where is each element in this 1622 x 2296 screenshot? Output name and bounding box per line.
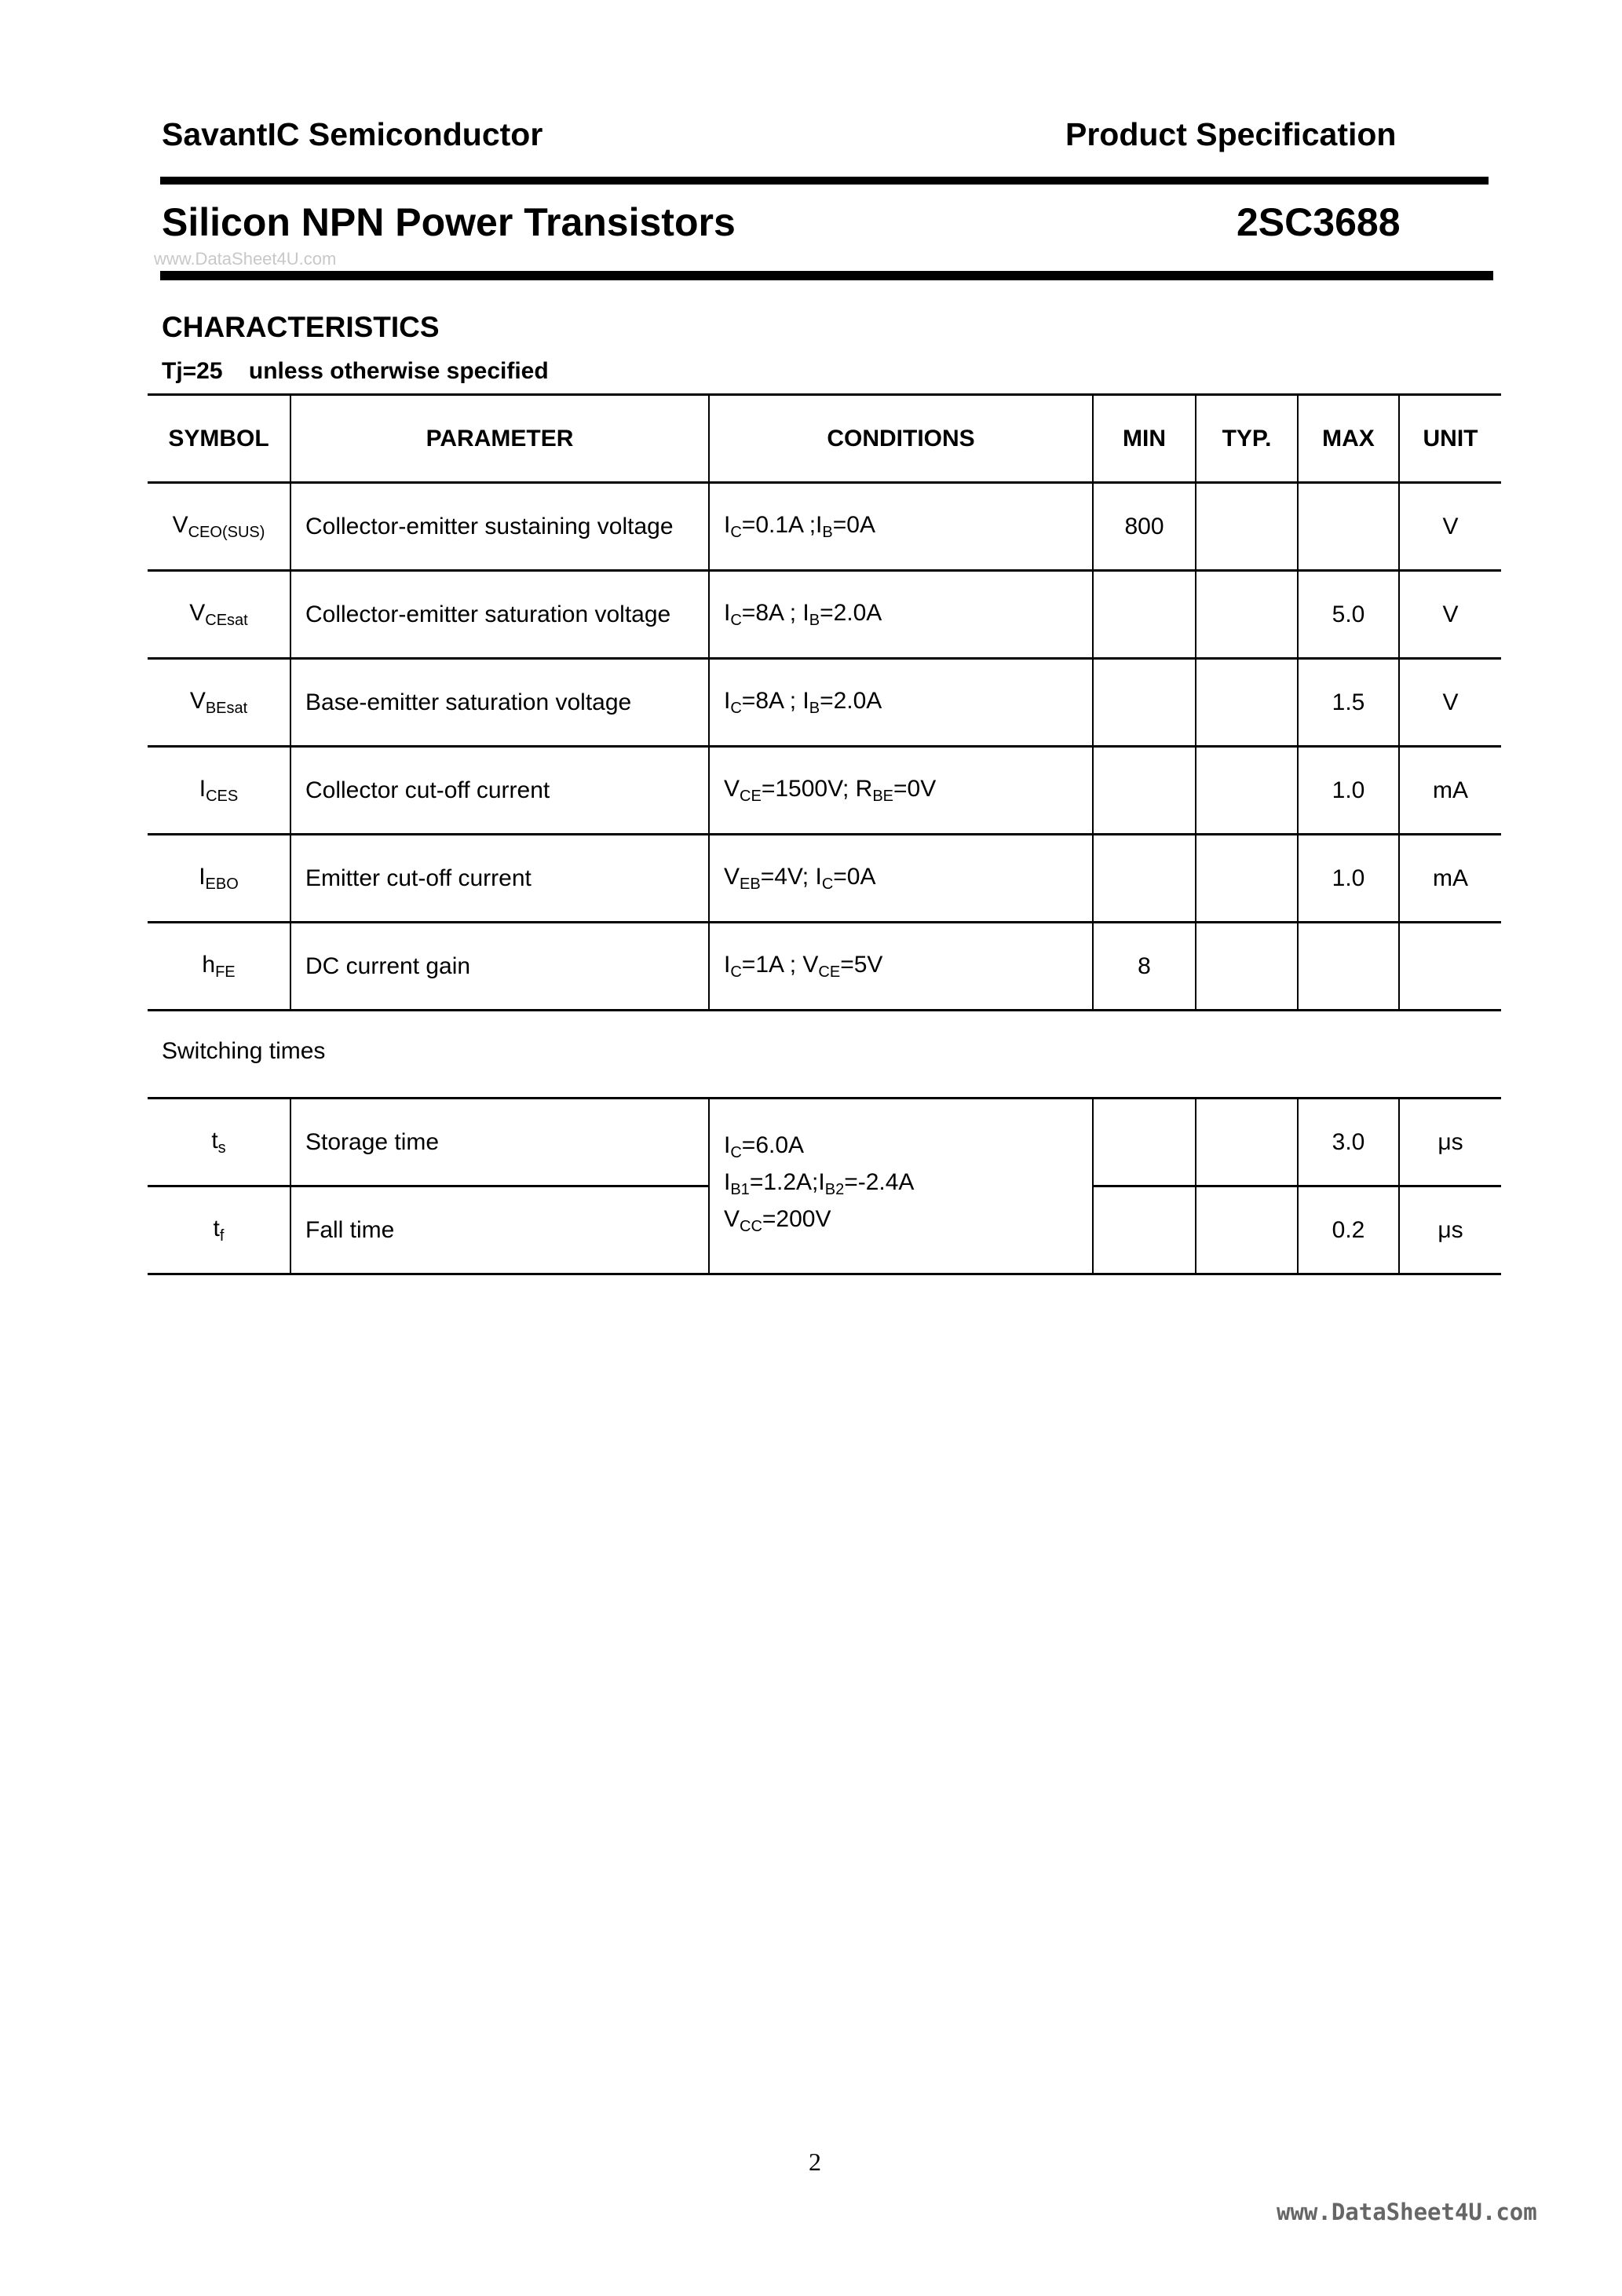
- column-header: TYP.: [1196, 395, 1298, 483]
- symbol-cell: $V_{BEsat}$: [148, 659, 290, 747]
- table-header: [148, 395, 1501, 483]
- table-row: [148, 747, 1501, 835]
- max-cell: 1.0: [1298, 835, 1399, 923]
- unit-cell: [1399, 923, 1501, 1011]
- conditions-cell: $I_C=8A$ ; $I_B=2.0A$: [709, 571, 1093, 659]
- conditions-cell: $V_{EB}=4V$; $I_C=0A$: [709, 835, 1093, 923]
- symbol-cell: $V_{CEsat}$: [148, 571, 290, 659]
- max-cell: 1.0: [1298, 747, 1399, 835]
- unit-cell: μs: [1399, 1186, 1501, 1274]
- parameter-cell: Storage time: [290, 1099, 709, 1186]
- table-row: [148, 835, 1501, 923]
- max-cell: 5.0: [1298, 571, 1399, 659]
- min-cell: [1093, 1186, 1196, 1274]
- column-header: SYMBOL: [148, 395, 290, 483]
- column-header: MAX: [1298, 395, 1399, 483]
- column-header: UNIT: [1399, 395, 1501, 483]
- typ-cell: [1196, 923, 1298, 1011]
- symbol-cell: $t_f$: [148, 1186, 290, 1274]
- divider: [160, 271, 1493, 280]
- typ-cell: [1196, 1099, 1298, 1186]
- page-number: 2: [809, 2148, 821, 2176]
- unit-cell: mA: [1399, 835, 1501, 923]
- typ-cell: [1196, 483, 1298, 571]
- section-condition: Tj=25 unless otherwise specified: [162, 358, 549, 384]
- characteristics-table: [148, 393, 1501, 1011]
- min-cell: 8: [1093, 923, 1196, 1011]
- unit-cell: V: [1399, 483, 1501, 571]
- min-cell: [1093, 747, 1196, 835]
- conditions-cell: $I_C=1A$ ; $V_{CE}=5V$: [709, 923, 1093, 1011]
- min-cell: [1093, 1099, 1196, 1186]
- symbol-cell: $t_s$: [148, 1099, 290, 1186]
- table-row: [148, 923, 1501, 1011]
- typ-cell: [1196, 1186, 1298, 1274]
- parameter-cell: DC current gain: [290, 923, 709, 1011]
- part-number: 2SC3688: [1237, 200, 1401, 244]
- switching-label: Switching times: [162, 1038, 326, 1064]
- doc-type: Product Specification: [1065, 116, 1397, 152]
- typ-cell: [1196, 571, 1298, 659]
- parameter-cell: Collector-emitter sustaining voltage: [290, 483, 709, 571]
- divider: [160, 177, 1489, 185]
- typ-cell: [1196, 835, 1298, 923]
- parameter-cell: Collector-emitter saturation voltage: [290, 571, 709, 659]
- column-header: MIN: [1093, 395, 1196, 483]
- table-row: [148, 483, 1501, 571]
- footer-watermark: www.DataSheet4U.com: [1277, 2199, 1537, 2225]
- company-name: SavantIC Semiconductor: [162, 116, 543, 152]
- typ-cell: [1196, 659, 1298, 747]
- table-row: [148, 1099, 1501, 1186]
- symbol-cell: $I_{CES}$: [148, 747, 290, 835]
- symbol-cell: $h_{FE}$: [148, 923, 290, 1011]
- unit-cell: μs: [1399, 1099, 1501, 1186]
- table-row: [148, 571, 1501, 659]
- conditions-cell: $V_{CE}=1500V$; $R_{BE}=0V$: [709, 747, 1093, 835]
- min-cell: [1093, 835, 1196, 923]
- min-cell: 800: [1093, 483, 1196, 571]
- parameter-cell: Fall time: [290, 1186, 709, 1274]
- unit-cell: V: [1399, 571, 1501, 659]
- min-cell: [1093, 659, 1196, 747]
- parameter-cell: Base-emitter saturation voltage: [290, 659, 709, 747]
- parameter-cell: Emitter cut-off current: [290, 835, 709, 923]
- table-row: [148, 659, 1501, 747]
- column-header: CONDITIONS: [709, 395, 1093, 483]
- watermark: www.DataSheet4U.com: [154, 249, 337, 269]
- max-cell: 0.2: [1298, 1186, 1399, 1274]
- unit-cell: mA: [1399, 747, 1501, 835]
- max-cell: [1298, 923, 1399, 1011]
- conditions-cell: $I_C=6.0A$ $I_{B1}=1.2A;I_{B2}=-2.4A$ $V_{CC}=200V$: [709, 1099, 1093, 1274]
- column-header: PARAMETER: [290, 395, 709, 483]
- switching-table: [148, 1097, 1501, 1275]
- section-title: CHARACTERISTICS: [162, 311, 440, 343]
- unit-cell: V: [1399, 659, 1501, 747]
- min-cell: [1093, 571, 1196, 659]
- conditions-cell: $I_C=0.1A$ $;I_B=0A$: [709, 483, 1093, 571]
- symbol-cell: $V_{CEO(SUS)}$: [148, 483, 290, 571]
- page-title: Silicon NPN Power Transistors: [162, 200, 736, 244]
- parameter-cell: Collector cut-off current: [290, 747, 709, 835]
- conditions-cell: $I_C=8A$ ; $I_B=2.0A$: [709, 659, 1093, 747]
- max-cell: [1298, 483, 1399, 571]
- max-cell: 3.0: [1298, 1099, 1399, 1186]
- max-cell: 1.5: [1298, 659, 1399, 747]
- typ-cell: [1196, 747, 1298, 835]
- symbol-cell: $I_{EBO}$: [148, 835, 290, 923]
